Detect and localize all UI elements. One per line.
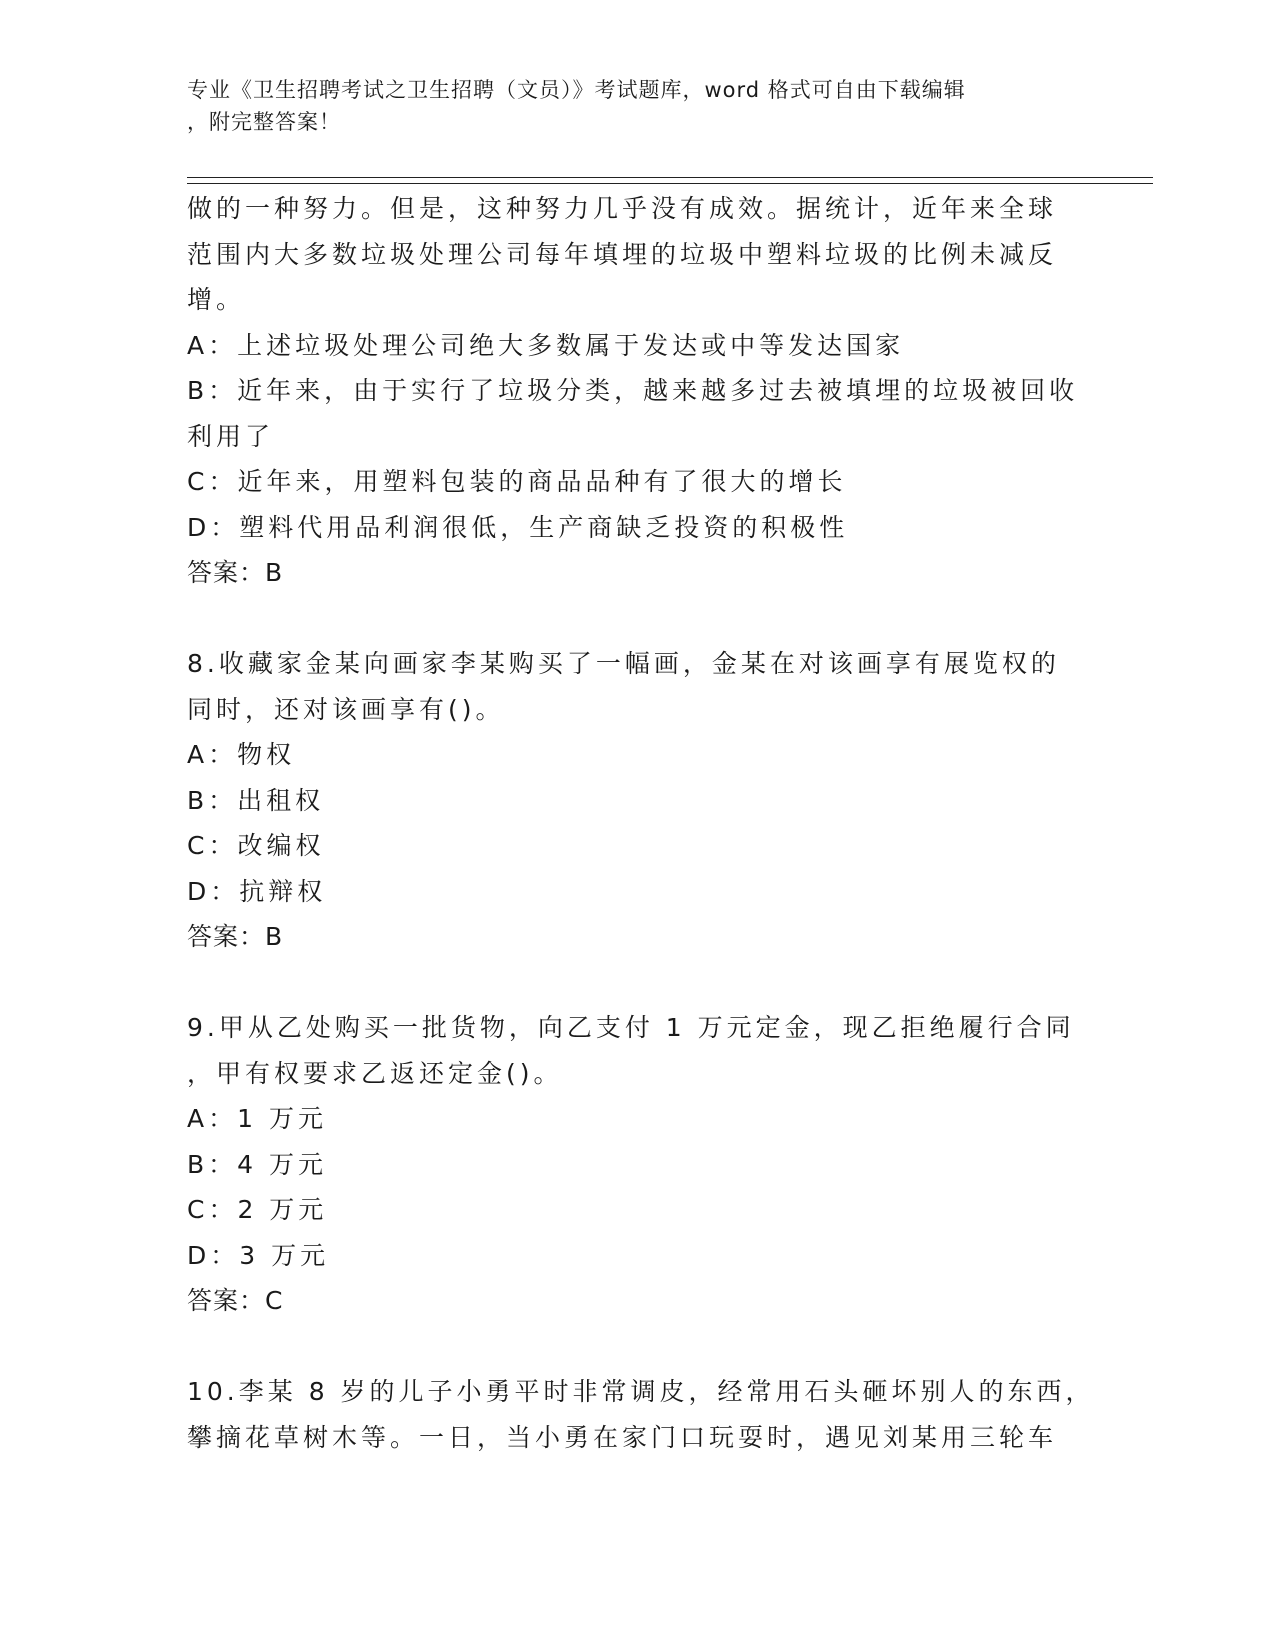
option-d: D：塑料代用品利润很低，生产商缺乏投资的积极性 (187, 512, 849, 542)
option-b: B：出租权 (187, 785, 325, 815)
option-a: A：1 万元 (187, 1104, 327, 1133)
spacer (187, 596, 1087, 642)
question-text-line: 9.甲从乙处购买一批货物，向乙支付 1 万元定金，现乙拒绝履行合同 (187, 1013, 1075, 1042)
question-text-line: 攀摘花草树木等。一日，当小勇在家门口玩耍时，遇见刘某用三轮车 (187, 1422, 1058, 1452)
header-rule-top (187, 177, 1153, 178)
header-line-1: 专业《卫生招聘考试之卫生招聘（文员）》考试题库，word 格式可自由下载编辑 (187, 78, 966, 102)
document-body (187, 186, 1095, 1460)
option-d: D：抗辩权 (187, 876, 327, 906)
question-8 (187, 641, 1087, 960)
option-a: A：物权 (187, 740, 296, 769)
option-c: C：改编权 (187, 831, 325, 860)
question-text-line: 同时，还对该画享有()。 (187, 694, 505, 724)
option-b-continued: 利用了 (187, 421, 275, 451)
question-9 (187, 1005, 1087, 1324)
question-text-line: 做的一种努力。但是，这种努力几乎没有成效。据统计，近年来全球 (187, 194, 1058, 223)
option-a: A：上述垃圾处理公司绝大多数属于发达或中等发达国家 (187, 330, 905, 360)
spacer (187, 1324, 1087, 1370)
option-c: C：2 万元 (187, 1195, 328, 1224)
question-text-line: 8.收藏家金某向画家李某购买了一幅画，金某在对该画享有展览权的 (187, 649, 1060, 678)
question-10 (187, 1369, 1095, 1460)
header-line-2: ，附完整答案！ (187, 110, 341, 134)
document-header (187, 74, 1087, 138)
answer: 答案：B (187, 922, 284, 951)
question-text-line: 范围内大多数垃圾处理公司每年填埋的垃圾中塑料垃圾的比例未减反 (187, 239, 1058, 269)
answer: 答案：B (187, 558, 284, 587)
question-7 (187, 186, 1087, 596)
question-text-line: 10.李某 8 岁的儿子小勇平时非常调皮，经常用石头砸坏别人的东西， (187, 1377, 1095, 1406)
option-b: B：4 万元 (187, 1149, 328, 1179)
question-text-line: 增。 (187, 285, 246, 314)
option-d: D：3 万元 (187, 1240, 330, 1270)
answer: 答案：C (187, 1286, 284, 1315)
header-rule-bottom (187, 183, 1153, 184)
option-c: C：近年来，用塑料包装的商品品种有了很大的增长 (187, 467, 847, 496)
spacer (187, 960, 1087, 1006)
option-b: B：近年来，由于实行了垃圾分类，越来越多过去被填埋的垃圾被回收 (187, 376, 1079, 405)
question-text-line: ，甲有权要求乙返还定金()。 (187, 1058, 563, 1088)
